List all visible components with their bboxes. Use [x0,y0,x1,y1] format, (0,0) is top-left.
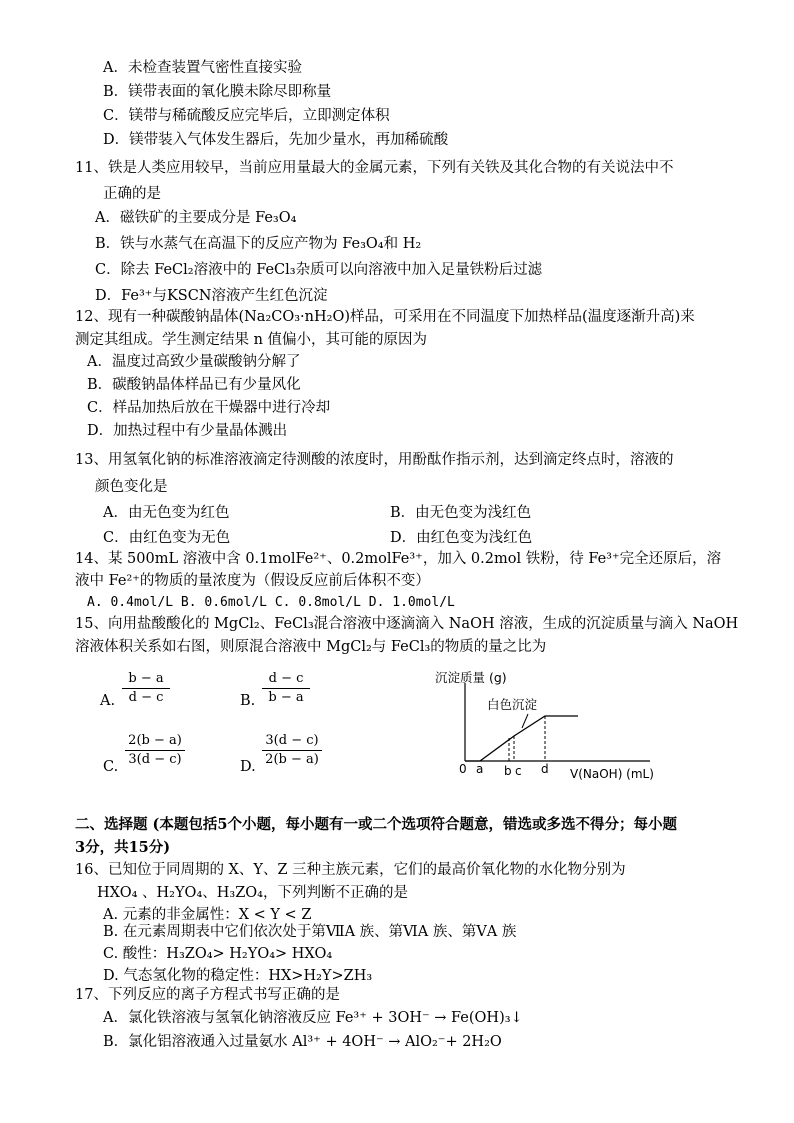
q15-stem: 15、向用盐酸酸化的 MgCl₂、FeCl₃混合溶液中逐滴滴入 NaOH 溶液，生成的沉淀质量与滴入 NaOH [75,616,739,632]
q15-option-d-fraction [262,732,322,769]
q13-option-d: D．由红色变为浅红色 [390,530,533,546]
q10-option-a: A．未检查装置气密性直接实验 [103,60,302,76]
fraction-numerator: 2(b − a) [125,732,185,751]
q12-stem-cont: 测定其组成。学生测定结果 n 值偏小，其可能的原因为 [75,332,428,348]
q11-stem-cont: 正确的是 [103,186,161,202]
q15-option-b-label: B. [240,693,256,709]
q17-stem: 17、下列反应的离子方程式书写正确的是 [75,987,340,1003]
fraction-denominator: b − a [268,690,304,705]
q16-stem: 16、已知位于同周期的 X、Y、Z 三种主族元素，它们的最高价氧化物的水化物分别为 [75,862,626,878]
precipitate-graph [430,668,680,783]
q16-option-d: D. 气态氢化物的稳定性：HX>H₂Y>ZH₃ [103,968,373,984]
q16-option-c: C. 酸性：H₃ZO₄> H₂YO₄> HXO₄ [103,946,333,962]
fraction-denominator: 2(b − a) [265,752,319,767]
q11-stem: 11、铁是人类应用较早，当前应用量最大的金属元素，下列有关铁及其化合物的有关说法中不 [75,160,674,176]
q12-option-b: B．碳酸钠晶体样品已有少量风化 [87,377,301,393]
q13-option-b: B．由无色变为浅红色 [390,505,532,521]
q15-option-c-fraction [125,732,185,769]
q14-stem: 14、某 500mL 溶液中含 0.1molFe²⁺、0.2molFe³⁺，加入 0.2mol 铁粉，待 Fe³⁺完全还原后，溶 [75,551,722,567]
q12-option-a: A．温度过高致少量碳酸钠分解了 [87,354,301,370]
pointer-line [522,714,528,728]
q11-option-a: A．磁铁矿的主要成分是 Fe₃O₄ [95,210,297,226]
tick-d: d [541,762,549,776]
fraction-numerator: d − c [262,670,310,689]
q14-stem-cont: 液中 Fe²⁺的物质的量浓度为（假设反应前后体积不变） [75,573,430,589]
fraction-numerator: 3(d − c) [262,732,322,751]
q13-stem: 13、用氢氧化钠的标准溶液滴定待测酸的浓度时，用酚酞作指示剂，达到滴定终点时，溶液的 [75,452,674,468]
q17-option-a: A．氯化铁溶液与氢氧化钠溶液反应 Fe³⁺ + 3OH⁻ → Fe(OH)₃↓ [103,1010,523,1026]
q16-option-b: B. 在元素周期表中它们依次处于第ⅦA 族、第ⅥA 族、第ⅤA 族 [103,924,517,940]
q12-option-d: D．加热过程中有少量晶体溅出 [87,423,288,439]
tick-b: b [504,764,512,778]
fraction-numerator: b − a [122,670,170,689]
x-axis-label: V(NaOH) (mL) [570,767,654,781]
q12-stem: 12、现有一种碳酸钠晶体(Na₂CO₃·nH₂O)样品，可采用在不同温度下加热样品(温度逐渐升高)来 [75,309,695,325]
section-2-heading: 二、选择题 (本题包括5个小题，每小题有一或二个选项符合题意，错选或多选不得分；每小题 [75,816,677,833]
tick-a: a [476,762,484,776]
precipitate-curve [465,716,578,761]
q10-option-c: C．镁带与稀硫酸反应完毕后，立即测定体积 [103,108,390,124]
q15-option-b-fraction [262,670,310,707]
q14-options: A. 0.4mol/L B. 0.6mol/L C. 0.8mol/L D. 1.0mol/L [87,595,455,610]
series-label: 白色沉淀 [487,697,538,712]
q16-option-a: A. 元素的非金属性：X < Y < Z [103,907,312,923]
q12-option-c: C．样品加热后放在干燥器中进行冷却 [87,400,331,416]
q15-option-a-label: A. [100,693,116,709]
q15-option-d-label: D. [240,759,256,775]
y-axis-label: 沉淀质量 (g) [435,670,507,685]
tick-0: 0 [459,762,467,776]
q13-option-c: C．由红色变为无色 [103,530,231,546]
q10-option-b: B．镁带表面的氧化膜未除尽即称量 [103,84,332,100]
q15-stem-cont: 溶液体积关系如右图，则原混合溶液中 MgCl₂与 FeCl₃的物质的量之比为 [75,639,547,655]
q15-option-a-fraction [122,670,170,707]
q13-option-a: A．由无色变为红色 [103,505,230,521]
q16-stem-cont: HXO₄ 、H₂YO₄、H₃ZO₄，下列判断不正确的是 [97,885,408,901]
q15-option-c-label: C. [103,759,119,775]
section-2-heading-cont: 3分，共15分) [75,839,171,856]
tick-c: c [515,764,522,778]
fraction-denominator: 3(d − c) [128,752,182,767]
q13-stem-cont: 颜色变化是 [95,479,168,495]
q11-option-d: D．Fe³⁺与KSCN溶液产生红色沉淀 [95,288,328,304]
q11-option-c: C．除去 FeCl₂溶液中的 FeCl₃杂质可以向溶液中加入足量铁粉后过滤 [95,262,543,278]
q17-option-b: B．氯化铝溶液通入过量氨水 Al³⁺ + 4OH⁻ → AlO₂⁻+ 2H₂O [103,1034,502,1050]
fraction-denominator: d − c [128,690,164,705]
q10-option-d: D．镁带装入气体发生器后，先加少量水，再加稀硫酸 [103,132,449,148]
q11-option-b: B．铁与水蒸气在高温下的反应产物为 Fe₃O₄和 H₂ [95,236,422,252]
